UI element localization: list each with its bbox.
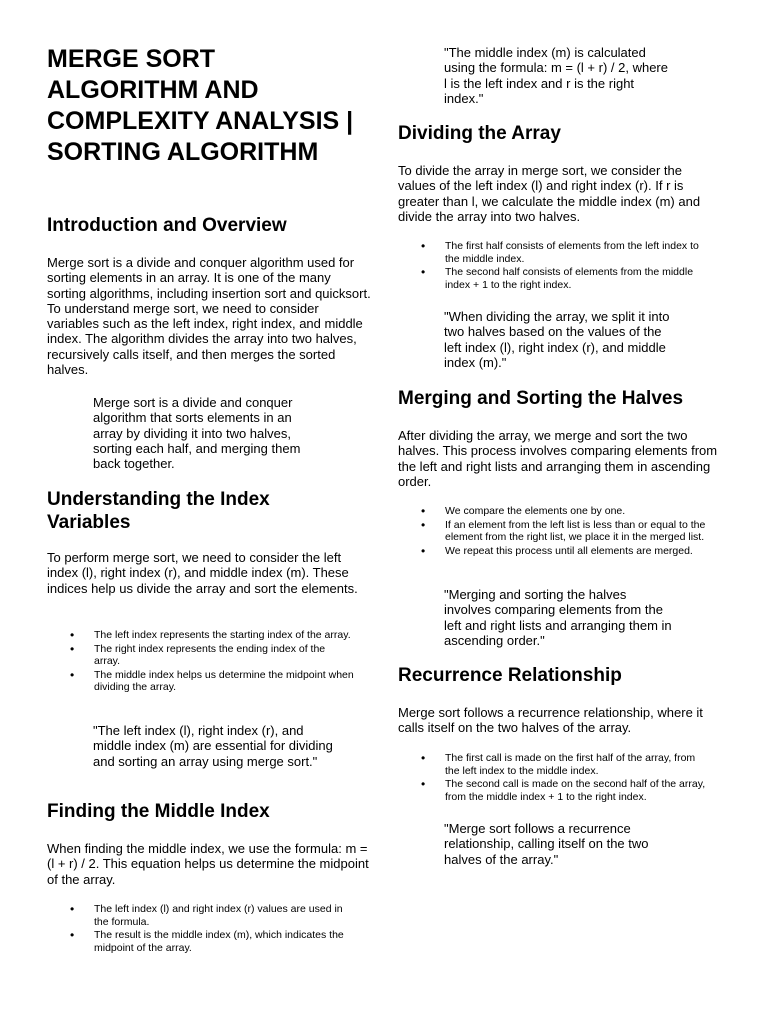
index-vars-body: To perform merge sort, we need to consider the left index (l), right index (r), and middle index (m). These indices help us divide the array and sort the elements. [47, 550, 358, 596]
intro-heading: Introduction and Overview [47, 215, 287, 236]
list-item: • The right index represents the ending index of the array. [70, 643, 354, 668]
dividing-body: To divide the array in merge sort, we consider the values of the left index (l) and right index (r). If r is greater than l, we calculate the middle index (m) and divide the array into two halves. [398, 163, 701, 224]
left-column [47, 0, 372, 1024]
list-item: • We repeat this process until all elements are merged. [421, 545, 721, 558]
middle-heading: Finding the Middle Index [47, 801, 270, 822]
merging-body: After dividing the array, we merge and sort the two halves. This process involves comparing elements from the left and right lists and arranging them in ascending order. [398, 428, 718, 489]
intro-body: Merge sort is a divide and conquer algorithm used for sorting elements in an array. It is one of the many sorting algorithms, including insertion sort and quicksort. To understand merge sort, we need to consider variables such as the left index, right index, and middle index. The algorithm divides the array into two halves, recursively calls itself, and then merges the sorted halves. [47, 255, 371, 378]
list-item: • We compare the elements one by one. [421, 505, 721, 518]
merging-quote: "Merging and sorting the halves involves comparing elements from the left and right lists and arranging them in ascending order." [444, 587, 672, 648]
dividing-quote: "When dividing the array, we split it into two halves based on the values of the left index (l), right index (r), and middle index (m)." [444, 309, 670, 370]
index-vars-heading: Understanding the Index Variables [47, 489, 270, 533]
intro-quote: Merge sort is a divide and conquer algorithm that sorts elements in an array by dividing it into two halves, sorting each half, and merging them back together. [93, 395, 301, 472]
recurrence-list [421, 752, 711, 804]
merging-heading: Merging and Sorting the Halves [398, 388, 684, 409]
top-quote: "The middle index (m) is calculated using the formula: m = (l + r) / 2, where l is the left index and r is the right index." [444, 45, 668, 106]
list-item: • The first call is made on the first half of the array, from the left index to the middle index. [421, 752, 711, 777]
recurrence-body: Merge sort follows a recurrence relationship, where it calls itself on the two halves of the array. [398, 705, 703, 736]
middle-body: When finding the middle index, we use the formula: m = (l + r) / 2. This equation helps us determine the midpoint of the array. [47, 841, 369, 887]
merging-list [421, 505, 721, 558]
list-item: • The result is the middle index (m), which indicates the midpoint of the array. [70, 929, 354, 954]
recurrence-quote: "Merge sort follows a recurrence relationship, calling itself on the two halves of the array." [444, 821, 649, 867]
index-vars-quote: "The left index (l), right index (r), and middle index (m) are essential for dividing and sorting an array using merge sort." [93, 723, 333, 769]
list-item: • The second half consists of elements from the middle index + 1 to the right index. [421, 266, 705, 291]
right-column [398, 0, 723, 1024]
list-item: • The first half consists of elements from the left index to the middle index. [421, 240, 705, 265]
list-item: • The left index (l) and right index (r) values are used in the formula. [70, 903, 354, 928]
dividing-heading: Dividing the Array [398, 123, 561, 144]
list-item: • The second call is made on the second half of the array, from the middle index + 1 to the right index. [421, 778, 711, 803]
document-title: MERGE SORT ALGORITHM AND COMPLEXITY ANALYSIS | SORTING ALGORITHM [47, 45, 354, 166]
list-item: • The left index represents the starting index of the array. [70, 629, 354, 642]
list-item: • The middle index helps us determine the midpoint when dividing the array. [70, 669, 354, 694]
dividing-list [421, 240, 705, 292]
index-vars-list [70, 629, 354, 695]
middle-list [70, 903, 354, 955]
recurrence-heading: Recurrence Relationship [398, 665, 622, 686]
list-item: • If an element from the left list is less than or equal to the element from the right list, we place it in the merged list. [421, 519, 721, 544]
